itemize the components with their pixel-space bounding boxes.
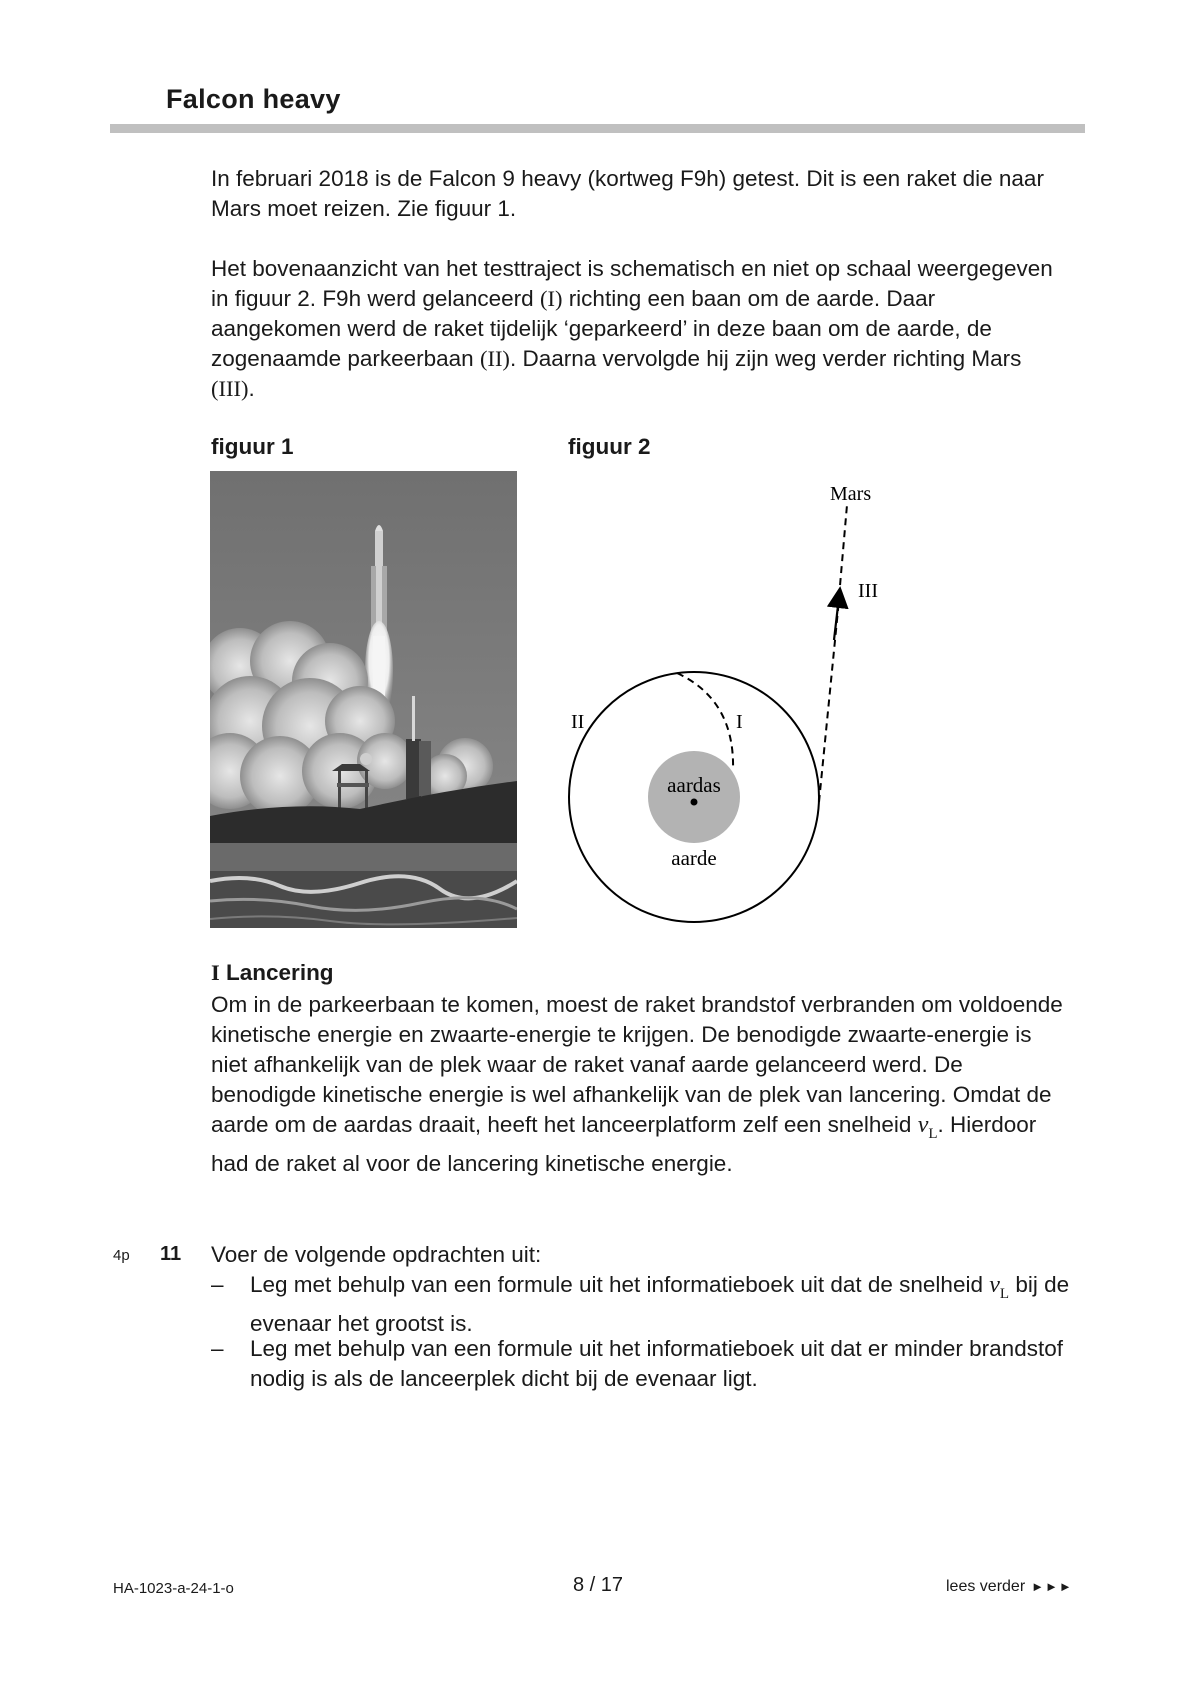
title-divider	[110, 124, 1085, 133]
earth-label: aarde	[671, 846, 717, 870]
question-item-text	[250, 1270, 1070, 1339]
continue-label: lees verder	[946, 1578, 1026, 1595]
continue-indicator	[946, 1578, 1073, 1596]
section-heading	[211, 960, 334, 986]
earth-axis-point	[691, 799, 698, 806]
intro-paragraph-2	[211, 254, 1071, 404]
text-run: . Daarna vervolgde hij zijn weg verder richting Mars	[509, 346, 1022, 371]
earth-axis-label: aardas	[667, 773, 721, 797]
roman-label: (II)	[479, 346, 510, 371]
text-run: richting een baan om de aarde. Daar aangekomen werd de raket tijdelijk ‘geparkeerd’ in deze baan om de aarde, de zogenaamde parkeerbaan	[211, 286, 992, 371]
text-run: .	[248, 376, 255, 401]
section-roman-numeral: I	[211, 960, 220, 985]
section-title: Falcon heavy	[166, 84, 341, 114]
stage-1-label: I	[736, 711, 743, 733]
roman-label: (I)	[539, 286, 563, 311]
rocket-launch-photo	[210, 471, 517, 928]
velocity-var: v	[917, 1112, 929, 1138]
stage-2-label: II	[571, 711, 585, 733]
velocity-subscript: L	[999, 1285, 1010, 1302]
beach	[210, 843, 517, 873]
question-intro: Voer de volgende opdrachten uit:	[211, 1242, 542, 1267]
text-run: Het bovenaanzicht van het testtraject is schematisch en niet op schaal weergegeven in figuur 2. F9h werd gelanceerd	[211, 256, 1053, 311]
intro-paragraph-1: In februari 2018 is de Falcon 9 heavy (kortweg F9h) getest. Dit is een raket die naar Mars moet reizen. Zie figuur 1.	[211, 166, 1044, 221]
section-paragraph	[211, 990, 1071, 1179]
page-number: 8 / 17	[573, 1574, 624, 1596]
figure-1-label: figuur 1	[211, 434, 294, 459]
question-item-text: Leg met behulp van een formule uit het informatieboek uit dat er minder brandstof nodig is als de lanceerplek dicht bij de evenaar ligt.	[250, 1336, 1063, 1391]
figure-2-label: figuur 2	[568, 434, 651, 459]
mars-trajectory-continued	[839, 505, 847, 597]
mars-label: Mars	[830, 483, 872, 505]
trajectory-diagram	[555, 470, 955, 940]
roman-label: (III)	[211, 376, 249, 401]
section-heading-text: Lancering	[226, 960, 334, 985]
velocity-symbol	[917, 1112, 938, 1142]
question-number: 11	[160, 1243, 182, 1265]
dash-bullet: –	[211, 1336, 224, 1361]
velocity-subscript: L	[928, 1125, 938, 1142]
text-run: bij de evenaar het grootst is.	[250, 1272, 1070, 1336]
triple-arrow-icon: ►►►	[1031, 1579, 1073, 1594]
exam-code: HA-1023-a-24-1-o	[113, 1580, 234, 1597]
stage-3-label: III	[858, 580, 878, 602]
text-run: . Hierdoor had de raket al voor de lancering kinetische energie.	[211, 1112, 1037, 1176]
text-run: Om in de parkeerbaan te komen, moest de raket brandstof verbranden om voldoende kinetische energie en zwaarte-energie te krijgen. De benodigde zwaarte-energie is niet afhankelijk van de plek waar de raket vanaf aarde gelanceerd werd. De benodigde kinetische energie is wel afhankelijk van de plek van lancering. Omdat de aarde om de aardas draait, heeft het lanceerplatform zelf een snelheid	[211, 992, 1063, 1137]
earth	[648, 751, 740, 843]
dash-bullet: –	[211, 1272, 224, 1297]
velocity-symbol	[989, 1272, 1010, 1302]
velocity-var: v	[989, 1272, 1000, 1298]
question-points: 4p	[113, 1247, 130, 1264]
text-run: Leg met behulp van een formule uit het informatieboek uit dat de snelheid	[250, 1272, 990, 1297]
